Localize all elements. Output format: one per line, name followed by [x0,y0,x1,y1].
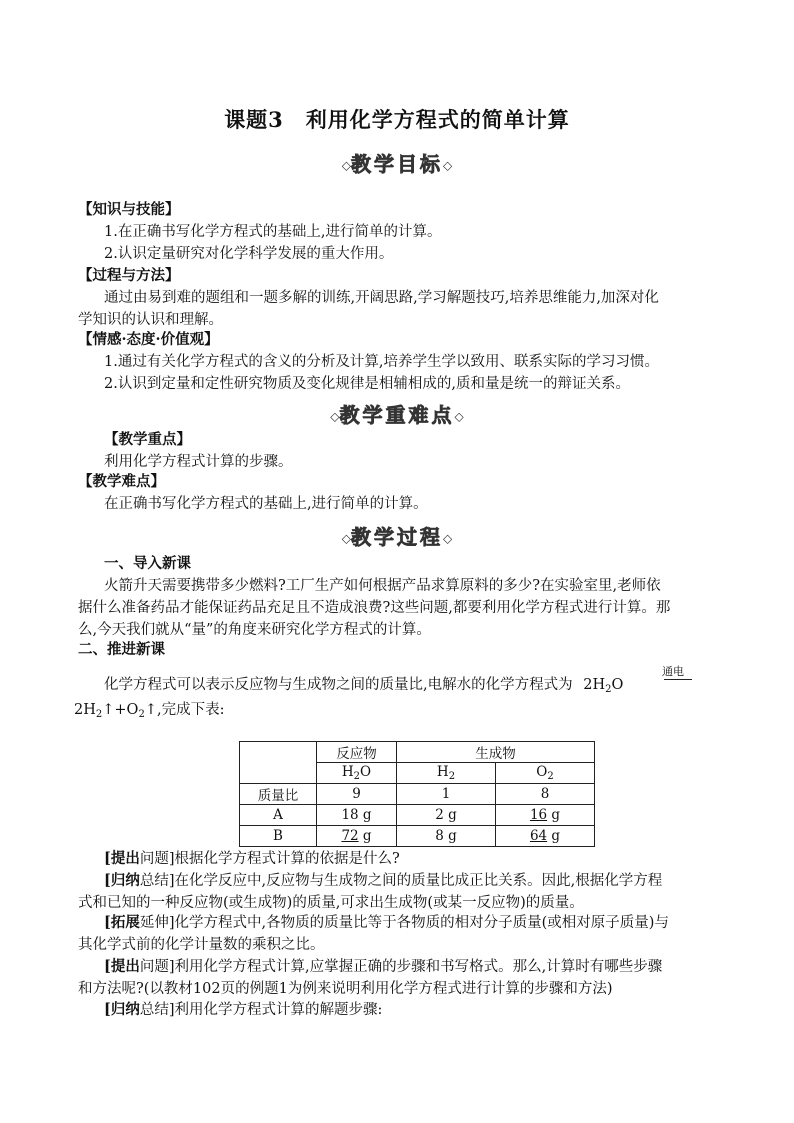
equation-products: $2H_2↑+O_2↑$,完成下表: [74,702,225,720]
question-1: [提出问题]根据化学方程式计算的依据是什么? [104,850,400,867]
table-cell: 9 [317,784,397,805]
equation-intro-text: 化学方程式可以表示反应物与生成物之间的质量比,电解水的化学方程式为 [104,677,573,693]
table-cell: 8 g [397,826,496,847]
question-2-continued: 和方法呢?(以教材102页的例题1为例来说明利用化学方程式进行计算的步骤和方法) [78,981,613,997]
reaction-arrow [664,679,692,680]
table-row [240,826,595,847]
diamond-icon: ◇ [443,158,453,173]
section-title-objectives [0,148,794,177]
focus-text: 利用化学方程式计算的步骤。 [104,454,293,470]
equation-intro [104,675,623,700]
table-row [240,805,595,826]
emotion-item: 2.认识到定量和定性研究物质及变化规律是相辅相成的,质和量是统一的辩证关系。 [104,376,630,392]
equation-reactant: $2H_2O$ [583,677,624,695]
table-cell: 72 g [317,826,397,847]
section-title-process [0,521,794,550]
part2-heading: 二、推进新课 [78,641,165,658]
table-cell: 64 g [496,826,595,847]
section-objectives-label: 教学目标 [351,152,443,176]
method-text: 学知识的认识和理解。 [78,312,223,328]
knowledge-item: 1.在正确书写化学方程式的基础上,进行简单的计算。 [104,224,442,240]
table-row-label: B [240,826,317,847]
method-heading: 【过程与方法】 [78,267,180,284]
knowledge-item: 2.认识定量研究对化学科学发展的重大作用。 [104,246,394,262]
summary-1: [归纳总结]在化学反应中,反应物与生成物之间的质量比成正比关系。因此,根据化学方程 [104,872,663,889]
table-cell: 2 g [397,805,496,826]
table-cell: 8 [496,784,595,805]
section-process-label: 教学过程 [351,525,443,549]
table-row-label: A [240,805,317,826]
emotion-item: 1.通过有关化学方程式的含义的分析及计算,培养学生学以致用、联系实际的学习习惯。 [104,354,659,370]
diamond-icon: ◇ [341,531,351,546]
table-row-label: 质量比 [240,784,317,805]
diamond-icon: ◇ [341,158,351,173]
intro-paragraph-line: 火箭升天需要携带多少燃料?工厂生产如何根据产品求算原料的多少?在实验室里,老师依 [104,578,661,594]
difficulty-text: 在正确书写化学方程式的基础上,进行简单的计算。 [104,496,428,512]
table-header-h2o: $H_2O$ [317,763,397,784]
table-header-o2: $O_2$ [496,763,595,784]
intro-paragraph-line: 据什么准备药品才能保证药品充足且不造成浪费?这些问题,都要利用化学方程式进行计算。那 [78,600,671,616]
summary-1-continued: 式和已知的一种反应物(或生成物)的质量,可求出生成物(或某一反应物)的质量。 [78,895,584,911]
extension-1: [拓展延伸]化学方程式中,各物质的质量比等于各物质的相对分子质量(或相对原子质量)与 [104,914,669,931]
emotion-heading: 【情感·态度·价值观】 [78,331,219,348]
table-header-reactant: 反应物 [317,742,397,763]
table-cell: 1 [397,784,496,805]
extension-1-continued: 其化学式前的化学计量数的乘积之比。 [78,937,325,953]
summary-2: [归纳总结]利用化学方程式计算的解题步骤: [104,1001,383,1018]
diamond-icon: ◇ [330,409,340,424]
difficulty-heading: 【教学难点】 [78,473,165,490]
table-header-product: 生成物 [397,742,595,763]
table-row [240,784,595,805]
table-row [240,742,595,763]
part1-heading: 一、导入新课 [104,555,191,572]
focus-heading: 【教学重点】 [104,431,191,448]
table-cell: 16 g [496,805,595,826]
table-cell: 18 g [317,805,397,826]
reaction-condition: 通电 [662,665,684,678]
section-key-points-label: 教学重难点 [339,403,455,427]
page-title: 课题3 利用化学方程式的简单计算 [224,107,570,132]
section-title-key-points [0,399,794,428]
table-cell [240,742,317,784]
table-header-h2: $H_2$ [397,763,496,784]
mass-ratio-table [239,741,595,847]
intro-paragraph-line: 么,今天我们就从“量”的角度来研究化学方程式的计算。 [78,622,431,638]
method-text: 通过由易到难的题组和一题多解的训练,开阔思路,学习解题技巧,培养思维能力,加深对化 [104,290,659,306]
knowledge-heading: 【知识与技能】 [78,201,180,218]
diamond-icon: ◇ [454,409,464,424]
diamond-icon: ◇ [443,531,453,546]
question-2: [提出问题]利用化学方程式计算,应掌握正确的步骤和书写格式。那么,计算时有哪些步骤 [104,958,663,975]
